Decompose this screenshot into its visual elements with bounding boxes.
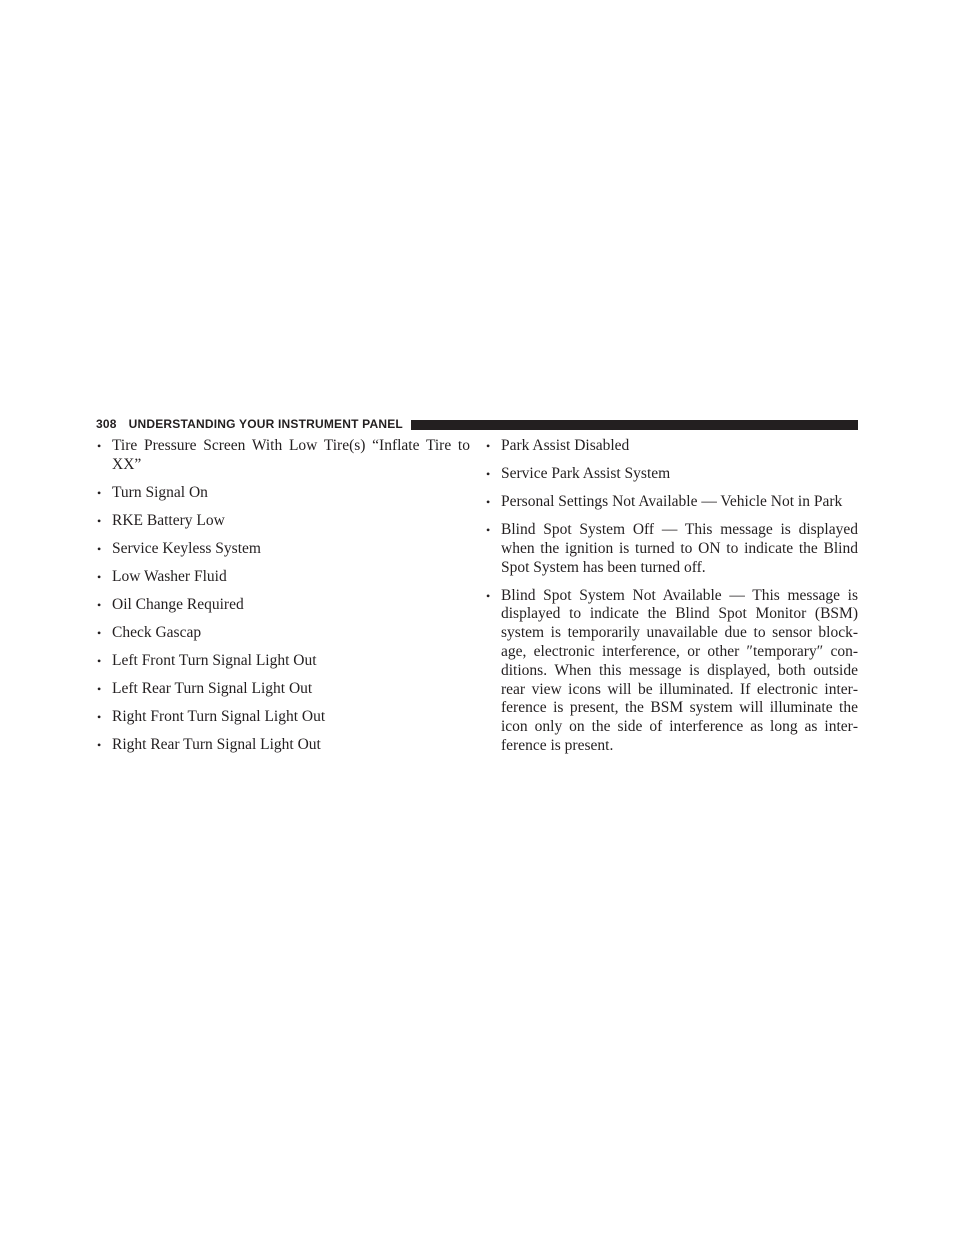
- bullet-icon: •: [97, 485, 102, 500]
- list-item-text: Right Front Turn Signal Light Out: [112, 707, 326, 725]
- list-item: [96, 596, 470, 615]
- list-item-text: Service Park Assist System: [501, 464, 671, 482]
- bullet-icon: •: [97, 569, 102, 584]
- list-item: [96, 484, 470, 503]
- list-item: [96, 437, 470, 475]
- list-item-text: RKE Battery Low: [112, 511, 225, 529]
- bullet-icon: •: [97, 439, 102, 453]
- list-item: [485, 465, 858, 484]
- list-item: [96, 512, 470, 531]
- list-item: [485, 521, 858, 577]
- list-item: [485, 587, 858, 756]
- list-item-text: Blind Spot System Not Available — This message is displayed to indicate the Blind Spot Monitor (BSM) system is temporarily unavailable due to sensor blockage, electronic interference, or other ″temporary″ conditions. When this message is displayed, both outside rear view icons will be illuminated. If electronic interference is present, the BSM system will illuminate the icon only on the side of interference as long as interference is present.: [501, 586, 858, 754]
- list-item-text: Tire Pressure Screen With Low Tire(s) “Inflate Tire to XX”: [112, 437, 470, 473]
- list-item: [96, 568, 470, 587]
- list-item: [96, 736, 470, 755]
- list-item-text: Check Gascap: [112, 623, 202, 641]
- header-rule: [411, 420, 858, 430]
- list-item-text: Left Rear Turn Signal Light Out: [112, 679, 313, 697]
- list-item: [96, 680, 470, 699]
- bullet-icon: •: [97, 597, 102, 612]
- list-item: [96, 652, 470, 671]
- list-item-text: Right Rear Turn Signal Light Out: [112, 735, 321, 753]
- list-item-text: Low Washer Fluid: [112, 567, 227, 585]
- bullet-icon: •: [97, 737, 102, 752]
- list-item: [96, 708, 470, 727]
- bullet-icon: •: [486, 466, 491, 481]
- page-header: [96, 417, 858, 432]
- list-item-text: Left Front Turn Signal Light Out: [112, 651, 317, 669]
- list-item: [485, 493, 858, 512]
- left-message-list: [96, 437, 470, 764]
- bullet-icon: •: [486, 588, 491, 603]
- bullet-icon: •: [97, 541, 102, 556]
- bullet-icon: •: [97, 625, 102, 640]
- bullet-icon: •: [97, 513, 102, 528]
- bullet-icon: •: [97, 681, 102, 696]
- list-item: [96, 540, 470, 559]
- bullet-icon: •: [486, 494, 491, 509]
- list-item-text: Personal Settings Not Available — Vehicle Not in Park: [501, 492, 843, 510]
- right-message-list: [485, 437, 858, 765]
- section-title: UNDERSTANDING YOUR INSTRUMENT PANEL: [128, 417, 403, 431]
- bullet-icon: •: [486, 439, 491, 453]
- list-item: [485, 437, 858, 456]
- bullet-icon: •: [97, 653, 102, 668]
- bullet-icon: •: [486, 522, 491, 537]
- list-item-text: Blind Spot System Off — This message is displayed when the ignition is turned to ON to indicate the Blind Spot System has been turned off.: [501, 520, 858, 576]
- page-number: 308: [96, 417, 117, 431]
- list-item-text: Park Assist Disabled: [501, 437, 630, 454]
- list-item: [96, 624, 470, 643]
- list-item-text: Service Keyless System: [112, 539, 261, 557]
- list-item-text: Oil Change Required: [112, 595, 244, 613]
- list-item-text: Turn Signal On: [112, 483, 208, 501]
- bullet-icon: •: [97, 709, 102, 724]
